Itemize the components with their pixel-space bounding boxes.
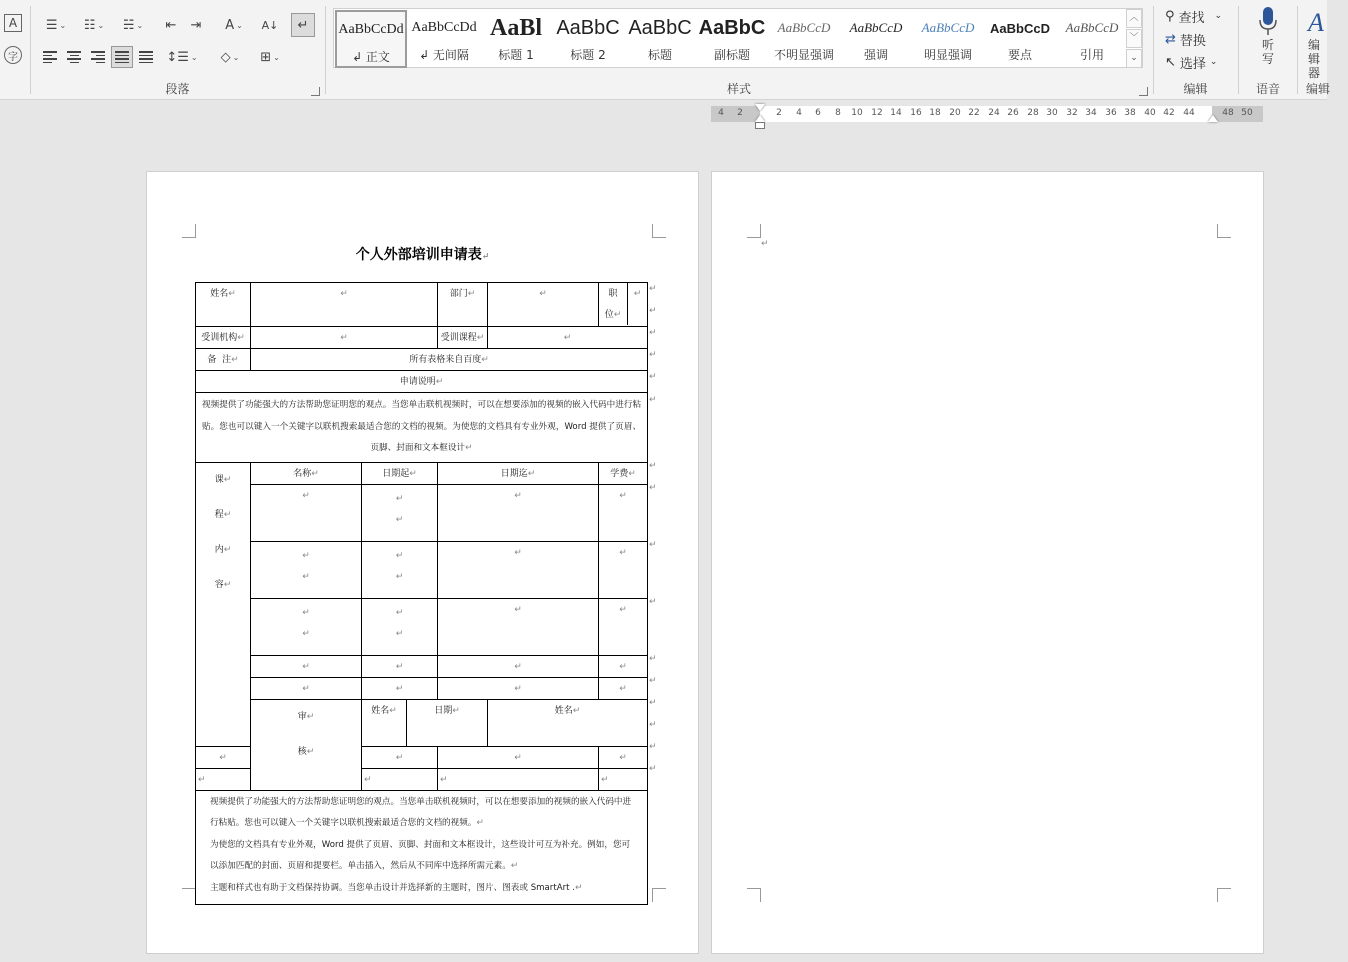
row-end-mark: ↵ — [649, 597, 657, 607]
ruler-tick: 40 — [1144, 108, 1156, 118]
replace-label: 替换 — [1179, 33, 1206, 49]
cursor-icon: ↖ — [1165, 54, 1176, 70]
table-row — [196, 393, 648, 463]
table-cell[interactable]: ↵ ↵ — [362, 484, 438, 541]
paragraph-dialog-launcher[interactable] — [311, 87, 320, 96]
replace-icon: ⇄ — [1165, 31, 1176, 47]
show-hide-marks-icon: ↵ — [297, 17, 309, 33]
table-cell[interactable]: ↵ — [196, 768, 251, 790]
row-end-mark: ↵ — [649, 461, 657, 471]
ruler-tick: 4 — [796, 108, 802, 118]
table-cell[interactable]: 备 注↵ — [196, 349, 251, 371]
line-spacing-button[interactable]: ↕☰ ⌄ — [166, 49, 198, 65]
table-cell[interactable]: ↵ — [362, 677, 438, 699]
ruler-tick: 42 — [1163, 108, 1175, 118]
increase-indent-icon: ⇥ — [190, 17, 202, 33]
shading-button[interactable]: ◇ ⌄ — [220, 49, 240, 65]
font-group-partial — [0, 0, 30, 100]
right-indent-marker[interactable] — [1208, 115, 1218, 122]
paragraph-group — [31, 0, 324, 100]
align-right-icon — [91, 51, 105, 63]
margin-corner — [1217, 224, 1231, 238]
align-center-icon — [67, 51, 81, 63]
replace-button[interactable] — [1165, 29, 1206, 49]
gallery-more-button[interactable] — [1126, 49, 1142, 68]
document-title[interactable] — [147, 244, 698, 264]
distributed-button[interactable] — [135, 46, 157, 68]
chevron-down-icon: ⌄ — [1209, 57, 1218, 67]
multilevel-list-icon: ☵ — [122, 17, 135, 33]
margin-corner — [747, 888, 761, 902]
more-icon: ⌄ — [1130, 53, 1138, 63]
decrease-indent-button[interactable] — [160, 14, 182, 36]
ruler-tick: 4 — [718, 108, 724, 118]
chevron-up-icon: ︿ — [1129, 13, 1139, 23]
table-cell[interactable]: ↵ — [251, 655, 362, 677]
ruler-tick: 32 — [1066, 108, 1078, 118]
paragraph-group-label: 段落 — [165, 82, 190, 96]
table-cell[interactable]: ↵ — [438, 746, 599, 768]
style-preview: AaBbC — [628, 16, 692, 39]
style-strong[interactable] — [984, 10, 1056, 68]
table-header-cell[interactable]: 日期起↵ — [362, 462, 438, 484]
phonetic-guide-button[interactable]: 字 — [4, 46, 22, 64]
align-right-button[interactable] — [87, 46, 109, 68]
desc-text-cell[interactable]: 视频提供了功能强大的方法帮助您证明您的观点。当您单击联机视频时，可以在想要添加的视频的嵌入代码中进行粘贴。您也可以键入一个关键字以联机搜索最适合您的文档的视频。为使您的文档具有专业外观，Word 提供了页眉、页脚、封面和文本框设计↵ — [196, 393, 648, 463]
ruler-tick: 28 — [1027, 108, 1039, 118]
margin-corner — [652, 224, 666, 238]
editor-group — [1298, 0, 1331, 100]
find-button[interactable] — [1165, 6, 1222, 26]
numbering-button[interactable]: ☷ ⌄ — [83, 17, 105, 33]
table-row — [196, 484, 648, 541]
table-cell[interactable]: ↵ — [362, 768, 438, 790]
row-end-mark: ↵ — [649, 284, 657, 294]
table-cell[interactable]: 受训课程↵ — [438, 327, 488, 349]
table-header-cell[interactable]: 名称↵ — [251, 462, 362, 484]
style-name: ↲ 无间隔 — [419, 48, 469, 62]
style-name: ↲ 正文 — [352, 50, 390, 64]
table-cell[interactable]: ↵ — [251, 484, 362, 541]
chevron-down-icon: ⌄ — [1214, 11, 1223, 21]
ribbon — [0, 0, 1331, 100]
ruler-tick: 24 — [988, 108, 1000, 118]
ruler-tick: 16 — [910, 108, 922, 118]
row-end-mark: ↵ — [649, 372, 657, 382]
increase-indent-button[interactable] — [185, 14, 207, 36]
table-cell[interactable]: ↵ — [362, 746, 438, 768]
row-end-mark: ↵ — [649, 720, 657, 730]
paragraph-mark: ↵ — [761, 239, 769, 249]
ruler-tick: 12 — [871, 108, 883, 118]
table-cell[interactable]: ↵ — [599, 655, 648, 677]
style-subtitle[interactable] — [696, 10, 768, 68]
horizontal-ruler[interactable] — [711, 106, 1263, 122]
table-cell[interactable]: ↵ — [362, 655, 438, 677]
distributed-icon — [139, 51, 153, 63]
editor-button[interactable] — [1308, 8, 1348, 80]
style-subtle-emphasis[interactable] — [768, 10, 840, 68]
table-row — [196, 655, 648, 677]
table-cell[interactable]: ↵ — [438, 541, 599, 598]
numbered-list-icon: ☷ — [83, 17, 96, 33]
style-heading-1[interactable] — [480, 10, 552, 68]
ruler-tick: 30 — [1046, 108, 1058, 118]
row-end-mark: ↵ — [649, 483, 657, 493]
table-cell[interactable]: 部门↵ — [438, 283, 488, 327]
table-header-cell[interactable]: 日期迄↵ — [438, 462, 599, 484]
editor-pen-icon: A — [1308, 8, 1324, 37]
style-preview: AaBbCcD — [990, 20, 1050, 36]
title-text: 个人外部培训申请表 — [355, 247, 482, 263]
style-name: 标题 — [647, 48, 672, 62]
row-end-mark: ↵ — [649, 350, 657, 360]
ruler-tick: 18 — [929, 108, 941, 118]
table-cell[interactable]: ↵ — [438, 484, 599, 541]
table-cell[interactable]: ↵ ↵ — [251, 598, 362, 655]
sort-button[interactable] — [259, 14, 281, 36]
table-cell[interactable]: ↵ — [438, 677, 599, 699]
course-input-cell[interactable]: ↵ — [488, 327, 648, 349]
shading-icon: ◇ — [220, 49, 231, 65]
note-cell[interactable]: 所有表格来自百度↵ — [251, 349, 648, 371]
row-end-mark: ↵ — [649, 395, 657, 405]
style-emphasis[interactable] — [840, 10, 912, 68]
style-preview: AaBl — [489, 14, 542, 41]
row-end-mark: ↵ — [649, 654, 657, 664]
table-row — [196, 371, 648, 393]
margin-corner — [652, 888, 666, 902]
editing-group-label: 编辑 — [1183, 82, 1208, 96]
table-row — [196, 349, 648, 371]
style-no-spacing[interactable] — [408, 10, 480, 68]
style-name: 标题 1 — [498, 48, 534, 62]
page-2[interactable] — [711, 171, 1264, 954]
table-cell[interactable]: ↵ — [599, 746, 648, 768]
gallery-scroll-up-button[interactable] — [1126, 9, 1142, 28]
table-row — [196, 677, 648, 699]
table-cell[interactable]: ↵ — [599, 598, 648, 655]
ruler-tick: 6 — [815, 108, 821, 118]
style-preview: AaBbCcDd — [411, 20, 477, 35]
footer-paragraph: 视频提供了功能强大的方法帮助您证明您的观点。当您单击联机视频时，可以在想要添加的视频的嵌入代码中进行粘贴。您也可以键入一个关键字以联机搜索最适合您的文档的视频。↵ — [210, 796, 632, 828]
style-preview: AaBbCcD — [849, 20, 903, 35]
style-intense-emphasis[interactable] — [912, 10, 984, 68]
ruler-tick: 38 — [1124, 108, 1136, 118]
table-row — [196, 790, 648, 904]
table-row — [196, 598, 648, 655]
chinese-layout-icon: A — [225, 17, 235, 33]
line-spacing-icon: ↕☰ — [166, 49, 189, 65]
decrease-indent-icon: ⇤ — [165, 17, 177, 33]
table-row — [196, 699, 648, 746]
search-icon: ⚲ — [1165, 8, 1175, 24]
table-cell[interactable]: ↵ ↵ — [362, 598, 438, 655]
table-cell[interactable]: ↵ — [599, 541, 648, 598]
editor-group-label: 编辑 — [1306, 82, 1331, 96]
table-cell[interactable]: ↵ — [438, 655, 599, 677]
margin-corner — [747, 224, 761, 238]
row-end-mark: ↵ — [649, 328, 657, 338]
editor-label: 编辑器 — [1308, 38, 1321, 80]
dictate-label: 听写 — [1261, 38, 1274, 66]
table-row — [196, 283, 648, 327]
table-cell[interactable]: ↵ — [438, 768, 599, 790]
voice-group-label: 语音 — [1255, 82, 1280, 96]
row-end-mark: ↵ — [649, 742, 657, 752]
borders-button[interactable]: ⊞ ⌄ — [260, 49, 280, 65]
style-preview: AaBbCcD — [921, 20, 975, 35]
hanging-indent-marker[interactable] — [755, 115, 765, 122]
style-heading-2[interactable] — [552, 10, 624, 68]
table-header-cell[interactable]: 日期↵ — [407, 699, 488, 746]
align-left-button[interactable] — [39, 46, 61, 68]
bullets-button[interactable]: ☰ ⌄ — [45, 17, 67, 33]
style-quote[interactable] — [1056, 10, 1128, 68]
table-cell[interactable]: ↵ ↵ — [251, 541, 362, 598]
application-form-table[interactable] — [195, 282, 648, 905]
table-cell[interactable]: 受训机构↵ — [196, 327, 251, 349]
style-preview: AaBbC — [556, 16, 620, 39]
table-cell[interactable]: ↵ ↵ — [362, 541, 438, 598]
ruler-tick: 14 — [890, 108, 902, 118]
review-label-cell[interactable]: 审↵ 核↵ — [251, 699, 362, 790]
ruler-tick: 48 — [1222, 108, 1234, 118]
gallery-scroll-down-button[interactable] — [1126, 29, 1142, 48]
chinese-layout-button[interactable]: A ⌄ — [225, 17, 243, 33]
style-name: 要点 — [1007, 48, 1032, 62]
text-box-button[interactable]: A — [4, 14, 22, 32]
table-cell[interactable]: ↵ — [251, 677, 362, 699]
left-indent-marker[interactable] — [755, 122, 765, 129]
table-row — [196, 327, 648, 349]
table-cell[interactable]: ↵ — [438, 598, 599, 655]
row-end-mark: ↵ — [649, 306, 657, 316]
sort-icon: A↓ — [261, 18, 279, 32]
find-label: 查找 — [1178, 10, 1205, 26]
styles-group-label: 样式 — [726, 82, 751, 96]
table-header-cell[interactable]: 姓名↵ — [362, 699, 407, 746]
footer-paragraph: 为使您的文档具有专业外观，Word 提供了页眉、页脚、封面和文本框设计，这些设计可互为补充。例如，您可以添加匹配的封面、页眉和提要栏。单击插入，然后从不同库中选择所需元素。↵ — [210, 839, 631, 871]
style-normal[interactable] — [335, 10, 407, 68]
ruler-tick: 50 — [1241, 108, 1253, 118]
margin-corner — [182, 224, 196, 238]
styles-dialog-launcher[interactable] — [1139, 87, 1148, 96]
table-cell[interactable]: 职 位↵ ↵ — [599, 283, 648, 327]
style-preview: AaBbC — [698, 16, 766, 39]
ruler-tick: 22 — [968, 108, 980, 118]
justify-icon — [115, 51, 129, 63]
name-input-cell[interactable]: ↵ — [251, 283, 438, 327]
dictate-button[interactable] — [1253, 6, 1283, 70]
dept-input-cell[interactable]: ↵ — [488, 283, 599, 327]
org-input-cell[interactable]: ↵ — [251, 327, 438, 349]
style-title[interactable] — [624, 10, 696, 68]
ruler-tick: 20 — [949, 108, 961, 118]
align-center-button[interactable] — [63, 46, 85, 68]
first-line-indent-marker[interactable] — [755, 104, 765, 111]
style-preview: AaBbCcDd — [338, 22, 404, 37]
table-cell[interactable]: ↵ — [599, 768, 648, 790]
table-row — [196, 462, 648, 484]
microphone-icon — [1259, 6, 1277, 36]
ruler-tick: 44 — [1183, 108, 1195, 118]
margin-corner — [182, 888, 196, 902]
table-cell[interactable]: 姓名↵ — [196, 283, 251, 327]
table-cell[interactable]: ↵ — [599, 677, 648, 699]
multilevel-list-button[interactable]: ☵ ⌄ — [122, 17, 144, 33]
select-button[interactable] — [1165, 52, 1217, 72]
table-cell[interactable]: ↵ — [196, 746, 251, 768]
row-end-mark: ↵ — [649, 698, 657, 708]
page-1[interactable] — [146, 171, 699, 954]
select-label: 选择 — [1179, 56, 1206, 72]
table-header-cell[interactable]: 姓名↵ — [488, 699, 648, 746]
ruler-tick: 34 — [1085, 108, 1097, 118]
ruler-tick: 10 — [851, 108, 863, 118]
justify-button[interactable] — [111, 46, 133, 68]
show-marks-button[interactable] — [291, 13, 315, 37]
style-name: 副标题 — [713, 48, 750, 62]
ruler-tick: 8 — [835, 108, 841, 118]
style-name: 不明显强调 — [773, 48, 834, 62]
style-preview: AaBbCcD — [1065, 20, 1119, 35]
ruler-tick: 26 — [1007, 108, 1019, 118]
chevron-down-icon: ﹀ — [1129, 33, 1139, 43]
borders-icon: ⊞ — [260, 49, 272, 65]
footer-text-cell[interactable] — [196, 790, 648, 904]
table-header-cell[interactable]: 学费↵ — [599, 462, 648, 484]
styles-gallery — [333, 8, 1143, 68]
row-end-mark: ↵ — [649, 764, 657, 774]
row-end-mark: ↵ — [649, 676, 657, 686]
ruler-tick: 2 — [776, 108, 782, 118]
align-left-icon — [43, 51, 57, 63]
bullet-list-icon: ☰ — [45, 17, 58, 33]
ruler-tick: 2 — [737, 108, 743, 118]
style-name: 标题 2 — [570, 48, 606, 62]
desc-header-cell[interactable]: 申请说明↵ — [196, 371, 648, 393]
content-label-cell[interactable]: 课↵ 程↵ 内↵ 容↵ — [196, 462, 251, 746]
ruler-tick: 36 — [1105, 108, 1117, 118]
margin-corner — [1217, 888, 1231, 902]
style-name: 明显强调 — [923, 48, 972, 62]
style-name: 引用 — [1079, 48, 1104, 62]
footer-paragraph: 主题和样式也有助于文档保持协调。当您单击设计并选择新的主题时，图片、图表或 SmartArt .↵ — [210, 882, 583, 893]
table-row — [196, 541, 648, 598]
style-preview: AaBbCcD — [777, 20, 831, 35]
table-cell[interactable]: ↵ — [599, 484, 648, 541]
row-end-mark: ↵ — [649, 540, 657, 550]
voice-group — [1239, 0, 1297, 100]
style-name: 强调 — [863, 48, 888, 62]
paragraph-mark: ↵ — [481, 252, 490, 262]
